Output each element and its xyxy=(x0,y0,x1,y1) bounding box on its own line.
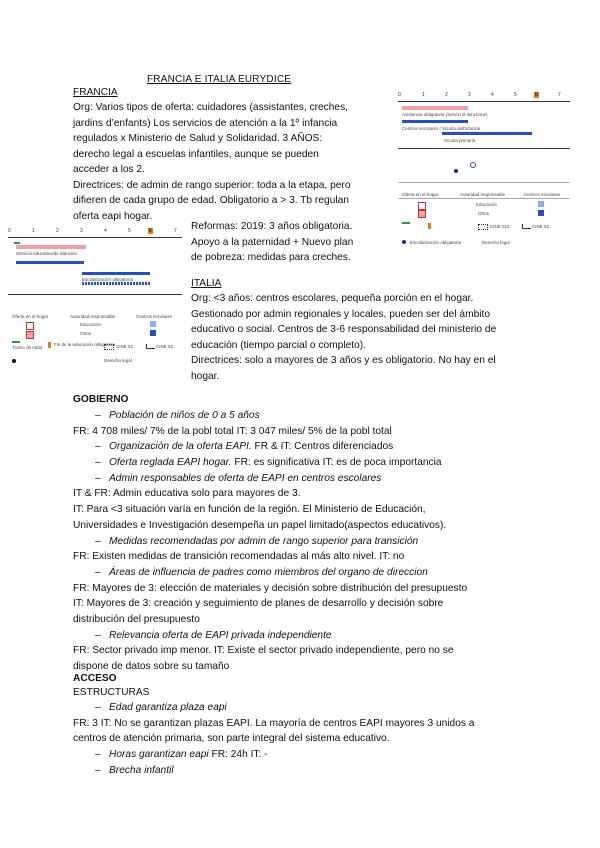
bar-hatched xyxy=(82,282,150,285)
legend-swatch xyxy=(418,210,426,218)
legend-label: CINE 02 xyxy=(532,224,550,229)
text-line: FR: Existen medidas de transición recomendadas al más alto nivel. IT: no xyxy=(73,551,405,563)
axis-label: 5 xyxy=(514,92,517,98)
bullet-title: Relevancia oferta de EAPI privada independiente xyxy=(109,629,332,641)
bullet-item xyxy=(73,629,467,643)
dash-bullet: – xyxy=(95,749,101,761)
legend-label: Otros xyxy=(80,331,92,336)
text-line: Org: Varios tipos de oferta: cuidadores (assistantes, creches, xyxy=(73,102,349,113)
axis-label: 4 xyxy=(104,228,107,234)
bar-label: Escolarización obligatoria xyxy=(82,277,134,282)
diagram-francia xyxy=(8,228,184,368)
legend-label: Centros escolares xyxy=(524,192,561,197)
legend-label: Oferta en el hogar xyxy=(402,192,439,197)
legend-swatch xyxy=(428,223,431,229)
acceso-heading: ACCESO xyxy=(73,673,117,684)
legend-swatch xyxy=(402,222,410,224)
dash-bullet: – xyxy=(95,535,101,547)
bullet-item xyxy=(73,535,467,549)
legend-swatch xyxy=(12,341,20,343)
legend-swatch xyxy=(146,344,155,349)
francia-text xyxy=(73,101,351,224)
text-line: FR: 3 IT: No se garantizan plazas EAPI. La mayoría de centros EAPI mayores 3 unidos a xyxy=(73,717,475,729)
text-line: IT: Para <3 situación varía en función de la región. El Ministerio de Educación, xyxy=(73,504,426,516)
dash-bullet: – xyxy=(95,702,101,713)
text-line: Apoyo a la paternidad + Nuevo plan xyxy=(191,236,354,248)
legend-swatch xyxy=(538,201,544,207)
bar-label: Asistencia obligatoria (Servizi di istruzione) xyxy=(402,112,488,117)
legend-label: Escolarización obligatoria xyxy=(410,240,462,245)
bar-blue xyxy=(402,120,468,123)
text-line: jardins d’enfants) Los servicios de atención a la 1º infancia xyxy=(73,117,338,129)
bar-label: Centros escolares / Scuola dell'infanzia xyxy=(402,126,481,131)
dash-bullet: – xyxy=(95,457,101,469)
gobierno-section xyxy=(73,409,467,676)
legend-swatch xyxy=(402,240,406,244)
dash-bullet: – xyxy=(95,764,101,776)
legend-label: Autoridad responsable xyxy=(460,192,506,197)
bullet-title: Brecha infantil xyxy=(109,764,174,776)
legend-label: Centros escolares xyxy=(136,314,173,319)
axis-label: 6 xyxy=(149,228,152,234)
axis-label: 2 xyxy=(445,92,448,98)
bar-label: Scuola primaria xyxy=(444,138,476,143)
legend-swatch xyxy=(150,321,156,327)
legend-swatch xyxy=(150,330,156,336)
bar-escolarizacion xyxy=(82,272,150,275)
text-line: difieren de cada grupo de edad. Obligatorio a > 3. Tb regulan xyxy=(73,195,349,206)
text-line: regulados x Ministerio de Salud y Solidaridad. 3 AÑOS: xyxy=(73,133,323,144)
bullet-title: Edad garantiza plaza eapi xyxy=(109,702,227,713)
bullet-item xyxy=(73,566,467,580)
text-line: IT: Mayores de 3: creación y seguimiento de planes de desarrollo y decisión sobre xyxy=(73,598,444,610)
francia-heading: FRANCIA xyxy=(73,87,118,98)
marker-dot xyxy=(454,169,458,173)
bar-label: Servicio educativo/de atención xyxy=(16,251,78,256)
text-line: FR: 4 708 miles/ 7% de la pobl total IT: 3 047 miles/ 5% de la pobl total xyxy=(73,425,392,437)
legend-label: Educación xyxy=(476,202,498,207)
bullet-item xyxy=(73,701,474,715)
legend-label: Autoridad responsable xyxy=(70,314,116,319)
bullet-text: FR: 24h IT: - xyxy=(208,749,268,761)
text-line: hogar. xyxy=(191,370,220,382)
divider xyxy=(398,198,570,199)
axis-label: 2 xyxy=(56,228,59,234)
axis-label: 7 xyxy=(558,92,561,98)
legend-label: Otros xyxy=(478,211,490,216)
bullet-title: Medidas recomendadas por admin de rango superior para transición xyxy=(109,535,419,547)
italia-heading: ITALIA xyxy=(191,278,222,289)
legend-label: Tramo de edad xyxy=(12,345,43,350)
text-line: distribución del presupuesto xyxy=(73,613,200,625)
bullet-title: Oferta reglada EAPI hogar. xyxy=(109,457,232,469)
axis-label: 3 xyxy=(468,92,471,98)
legend-swatch xyxy=(104,344,114,350)
legend-swatch xyxy=(26,331,34,339)
bullet-title: Horas garantizan eapi xyxy=(109,749,209,761)
page-title: FRANCIA E ITALIA EURYDICE xyxy=(147,74,292,85)
acceso-subheading: ESTRUCTURAS xyxy=(73,687,150,698)
text-line: FR: Sector privado imp menor. IT: Existe el sector privado independiente, pero no se xyxy=(73,645,454,657)
bar-blue xyxy=(16,261,84,264)
axis-label: 1 xyxy=(422,92,425,98)
text-line: Reformas: 2019: 3 años obligatoria. xyxy=(191,221,353,232)
text-line: Gestionado por admin regionales y locales, pueden ser del ámbito xyxy=(191,308,491,320)
text-line: derecho legal a escuelas infantiles, aunque se pueden xyxy=(73,148,319,160)
gobierno-heading: GOBIERNO xyxy=(73,394,129,405)
bullet-item xyxy=(73,409,467,423)
axis-label: 1 xyxy=(32,228,35,234)
axis-label: 0 xyxy=(8,228,11,234)
age-marker xyxy=(14,242,20,244)
text-line: FR: Mayores de 3: elección de materiales y decisión sobre distribución del presupuesto xyxy=(73,582,468,594)
legend-swatch xyxy=(48,342,51,348)
axis-line xyxy=(8,294,182,295)
legend-swatch xyxy=(12,359,16,363)
bullet-item xyxy=(73,472,467,486)
axis-line xyxy=(398,182,570,183)
text-line: dispone de datos sobre su tamaño xyxy=(73,661,230,672)
dash-bullet: – xyxy=(95,566,101,578)
legend-swatch xyxy=(26,322,34,330)
bullet-item xyxy=(73,456,467,470)
axis-label: 6 xyxy=(535,92,538,98)
bullet-item xyxy=(73,764,474,778)
axis-label: 4 xyxy=(491,92,494,98)
bullet-title: Organización de la oferta EAPI. xyxy=(109,441,252,453)
bullet-item xyxy=(73,440,467,454)
text-line: de pobreza: medidas para creches. xyxy=(191,252,351,263)
bullet-title: Áreas de influencia de padres como miembros del organo de direccion xyxy=(109,566,428,578)
legend-label: Fin de la educación obligatoria xyxy=(54,342,116,347)
francia-reformas xyxy=(191,220,353,265)
axis-label: 3 xyxy=(80,228,83,234)
bullet-title: Admin responsables de oferta de EAPI en centros escolares xyxy=(109,472,382,484)
acceso-section xyxy=(73,701,474,779)
axis-label: 7 xyxy=(174,228,177,234)
bullet-text: FR & IT: Centros diferenciados xyxy=(251,441,394,453)
text-line: Org: <3 años: centros escolares, pequeña porción en el hogar. xyxy=(191,293,474,304)
diagram-italia xyxy=(398,92,570,252)
legend-swatch xyxy=(478,224,488,230)
dash-bullet: – xyxy=(95,441,101,453)
axis-label: 0 xyxy=(398,92,401,98)
legend-label: Derecho legal xyxy=(104,358,132,363)
axis-line xyxy=(398,101,570,102)
legend-label: Educación xyxy=(80,322,102,327)
text-line: IT & FR: Admin educativa solo para mayores de 3. xyxy=(73,488,301,500)
bar-escolarizacion xyxy=(442,132,532,135)
text-line: Universidades e Investigación desempeña un papel limitado(aspectos educativos). xyxy=(73,519,447,531)
axis-label: 5 xyxy=(128,228,131,234)
legend-swatch xyxy=(538,210,544,216)
marker-circle xyxy=(470,162,476,168)
text-line: Directrices: de admin de rango superior: toda a la etapa, pero xyxy=(73,179,351,191)
dash-bullet: – xyxy=(95,629,101,641)
text-line: centros de atención primaria, son parte integral del sistema educativo. xyxy=(73,733,390,745)
bullet-text: FR: es significativa IT: es de poca importancia xyxy=(231,457,442,469)
bar-servicio xyxy=(402,106,468,110)
legend-label: Derecho legal xyxy=(482,240,510,245)
axis-line xyxy=(8,237,182,238)
legend-label: CINE 02 xyxy=(156,344,174,349)
bar-servicio xyxy=(16,245,86,249)
legend-label: CINE 010 xyxy=(490,224,510,229)
legend-label: CINE 01 xyxy=(116,344,134,349)
text-line: oferta eapi hogar. xyxy=(73,210,153,222)
text-line: educativo o social. Centros de 3-6 responsabilidad del ministerio de xyxy=(191,324,497,335)
legend-swatch xyxy=(522,224,531,229)
text-line: educación (tiempo parcial o completo). xyxy=(191,339,366,351)
legend-swatch xyxy=(418,202,426,210)
dash-bullet: – xyxy=(95,472,101,484)
axis-line xyxy=(398,148,570,149)
text-line: acceder a los 2. xyxy=(73,164,145,175)
bullet-title: Población de niños de 0 a 5 años xyxy=(109,410,260,421)
bullet-item xyxy=(73,748,474,762)
dash-bullet: – xyxy=(95,410,101,421)
text-line: Directrices: solo a mayores de 3 años y es obligatorio. No hay en el xyxy=(191,355,496,366)
legend-label: Oferta en el hogar xyxy=(12,314,49,319)
italia-text xyxy=(191,292,496,384)
